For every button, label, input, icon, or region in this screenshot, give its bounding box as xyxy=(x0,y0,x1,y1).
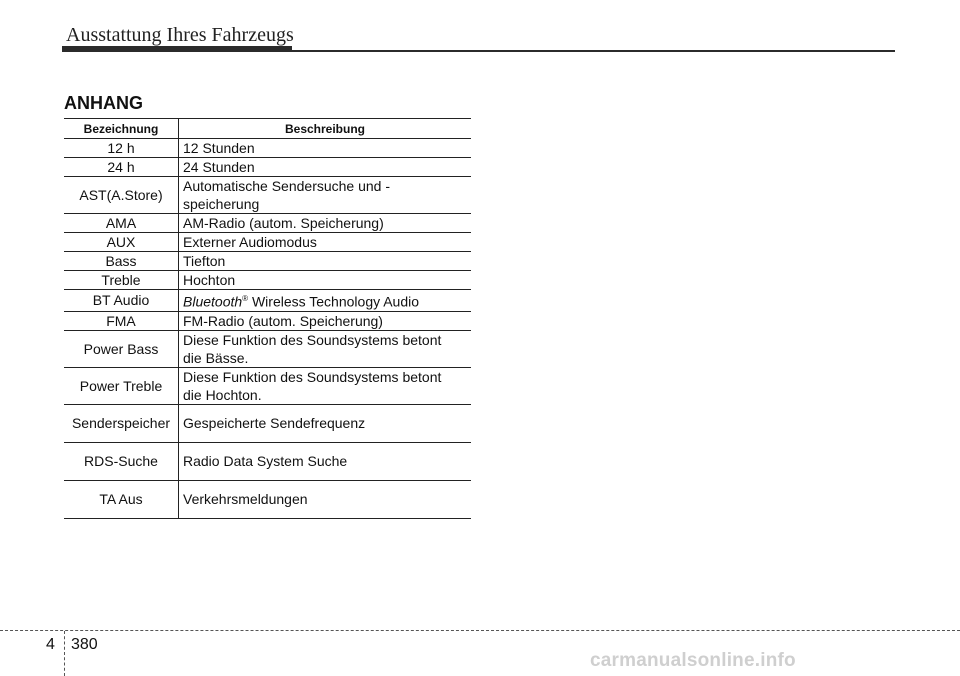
term-cell: RDS-Suche xyxy=(64,442,179,480)
term-cell: BT Audio xyxy=(64,290,179,312)
table-row xyxy=(64,442,471,480)
table-row xyxy=(64,367,471,404)
description-line: die Hochton. xyxy=(183,386,262,403)
table-row xyxy=(64,177,471,214)
footer-separator xyxy=(64,631,65,676)
term-cell: 24 h xyxy=(64,158,179,177)
table-row xyxy=(64,214,471,233)
description-cell: Verkehrsmeldungen xyxy=(179,480,472,518)
description-cell: Tiefton xyxy=(179,252,472,271)
table-row xyxy=(64,290,471,312)
footer-divider xyxy=(0,630,960,631)
table-row xyxy=(64,252,471,271)
watermark: carmanualsonline.info xyxy=(590,650,796,671)
description-cell: 24 Stunden xyxy=(179,158,472,177)
appendix-table xyxy=(64,118,471,519)
description-line: speicherung xyxy=(183,196,260,212)
term-cell: Senderspeicher xyxy=(64,404,179,442)
description-line: die Bässe. xyxy=(183,349,249,366)
term-cell: Power Bass xyxy=(64,330,179,367)
column-header-description: Beschreibung xyxy=(179,119,472,139)
table-row xyxy=(64,330,471,367)
column-header-term: Bezeichnung xyxy=(64,119,179,139)
description-cell: 12 Stunden xyxy=(179,139,472,158)
description-cell: AM-Radio (autom. Speicherung) xyxy=(179,214,472,233)
term-cell: TA Aus xyxy=(64,480,179,518)
term-cell: FMA xyxy=(64,311,179,330)
table-row xyxy=(64,271,471,290)
page-number: 380 xyxy=(71,636,98,653)
section-heading: ANHANG xyxy=(64,93,143,113)
table-row xyxy=(64,139,471,158)
table-row xyxy=(64,404,471,442)
description-cell: Hochton xyxy=(179,271,472,290)
term-cell: Bass xyxy=(64,252,179,271)
table-row xyxy=(64,158,471,177)
table-row xyxy=(64,233,471,252)
description-cell: Radio Data System Suche xyxy=(179,442,472,480)
term-cell: Treble xyxy=(64,271,179,290)
description-cell xyxy=(179,330,472,367)
term-cell: 12 h xyxy=(64,139,179,158)
description-line: Diese Funktion des Soundsystems betont xyxy=(183,368,442,385)
term-cell: AST(A.Store) xyxy=(64,177,179,214)
table-header-row xyxy=(64,119,471,139)
page-header-title: Ausstattung Ihres Fahrzeugs xyxy=(66,24,294,46)
description-cell: Gespeicherte Sendefrequenz xyxy=(179,404,472,442)
chapter-number: 4 xyxy=(46,636,55,653)
term-cell: Power Treble xyxy=(64,367,179,404)
table-row xyxy=(64,480,471,518)
description-text: Wireless Technology Audio xyxy=(248,293,420,310)
description-cell: Externer Audiomodus xyxy=(179,233,472,252)
description-cell xyxy=(179,290,472,312)
description-cell xyxy=(179,177,472,214)
term-cell: AUX xyxy=(64,233,179,252)
header-rule xyxy=(62,50,895,52)
description-cell xyxy=(179,367,472,404)
description-cell: FM-Radio (autom. Speicherung) xyxy=(179,311,472,330)
description-line: Diese Funktion des Soundsystems betont xyxy=(183,331,442,348)
description-line: Automatische Sendersuche und - xyxy=(183,178,391,194)
registered-mark: ® xyxy=(242,294,249,303)
table-row xyxy=(64,311,471,330)
term-cell: AMA xyxy=(64,214,179,233)
bluetooth-brand: Bluetooth xyxy=(183,293,243,310)
